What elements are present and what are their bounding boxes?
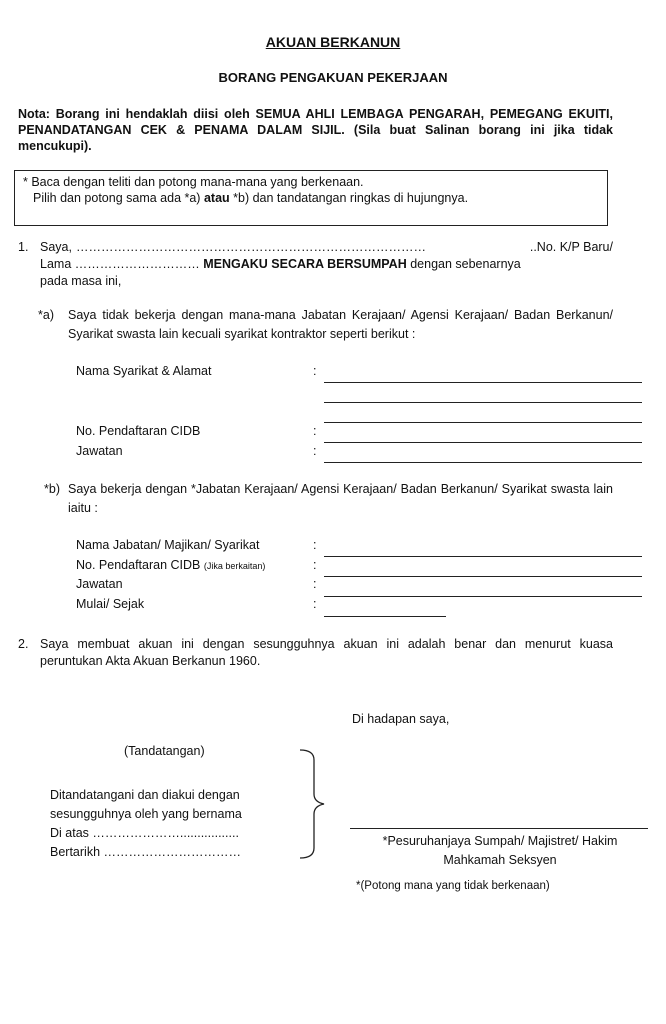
option-a-text: Saya tidak bekerja dengan mana-mana Jabatan Kerajaan/ Agensi Kerajaan/ Badan Berkanun/ Syarikat swasta lain kecuali syarikat kontraktor seperti berikut :	[68, 308, 613, 341]
section-1-line-3: pada masa ini,	[40, 274, 122, 288]
label-position-b: Jawatan	[76, 577, 123, 591]
label-cidb-b	[76, 558, 265, 572]
right-brace-icon	[294, 748, 334, 860]
section-1-line-2	[40, 256, 613, 273]
option-a-label: *a)	[38, 308, 54, 322]
label-position-a: Jawatan	[76, 444, 123, 458]
signature-label: (Tandatangan)	[124, 744, 205, 758]
commissioner-line-2: Mahkamah Seksyen	[443, 853, 557, 867]
option-b-label: *b)	[44, 482, 60, 496]
form-title: AKUAN BERKANUN	[265, 34, 401, 50]
kp-dots-field[interactable]: …………………………	[74, 257, 200, 271]
colon: :	[313, 577, 317, 591]
commissioner-title	[350, 832, 650, 870]
section-1	[18, 239, 613, 290]
section-1-number: 1.	[18, 240, 29, 254]
instruction-line-2b: *b) dan tandatangan ringkas di hujungnya.	[233, 191, 469, 205]
label-cidb-b-note: (Jika berkaitan)	[203, 561, 266, 571]
input-line-company-1[interactable]	[324, 382, 642, 383]
section-1-kp: ..No. K/P Baru/	[529, 240, 613, 254]
label-employer: Nama Jabatan/ Majikan/ Syarikat	[76, 538, 260, 552]
label-since: Mulai/ Sejak	[76, 597, 145, 611]
before-me-label: Di hadapan saya,	[352, 712, 450, 726]
option-b-text: Saya bekerja dengan *Jabatan Kerajaan/ Agensi Kerajaan/ Badan Berkanun/ Syarikat swasta lain iaitu :	[68, 482, 613, 515]
note-paragraph: Nota: Borang ini hendaklah diisi oleh SEMUA AHLI LEMBAGA PENGARAH, PEMEGANG EKUITI, PENANDATANGAN CEK & PENAMA DALAM SIJIL. (Sila buat Salinan borang ini jika tidak mencukupi).	[18, 107, 613, 153]
signed-line-2: sesungguhnya oleh yang bernama	[50, 807, 242, 821]
signed-dated[interactable]: Bertarikh ……………………………	[50, 845, 241, 859]
colon: :	[313, 364, 317, 378]
section-1-rest-a: dengan sebenarnya	[410, 257, 521, 271]
instruction-line-1: * Baca dengan teliti dan potong mana-mana yang berkenaan.	[23, 175, 364, 189]
input-line-company-2[interactable]	[324, 402, 642, 403]
signed-at[interactable]: Di atas ………………….................	[50, 826, 239, 840]
option-a	[38, 306, 613, 344]
section-1-bold: MENGAKU SECARA BERSUMPAH	[203, 257, 407, 271]
label-cidb-a: No. Pendaftaran CIDB	[76, 424, 201, 438]
label-company-address: Nama Syarikat & Alamat	[76, 364, 212, 378]
label-cidb-b-text: No. Pendaftaran CIDB	[76, 558, 201, 572]
instruction-line-2a: Pilih dan potong sama ada *a)	[33, 191, 201, 205]
input-line-position-a[interactable]	[324, 462, 642, 463]
input-line-cidb-a[interactable]	[324, 442, 642, 443]
section-1-text	[40, 239, 613, 290]
commissioner-signature-line[interactable]	[350, 828, 648, 829]
option-b	[38, 480, 613, 518]
commissioner-line-1: *Pesuruhanjaya Sumpah/ Majistret/ Hakim	[382, 834, 618, 848]
section-1-line-1	[40, 239, 613, 256]
section-1-lama: Lama	[40, 257, 72, 271]
colon: :	[313, 558, 317, 572]
footnote: *(Potong mana yang tidak berkenaan)	[356, 880, 550, 892]
input-line-cidb-b[interactable]	[324, 576, 642, 577]
form-subtitle: BORANG PENGAKUAN PEKERJAAN	[218, 70, 448, 85]
colon: :	[313, 538, 317, 552]
input-line-employer[interactable]	[324, 556, 642, 557]
section-2-text: Saya membuat akuan ini dengan sesungguhnya akuan ini adalah benar dan menurut kuasa peruntukan Akta Akuan Berkanun 1960.	[40, 637, 613, 668]
input-line-company-3[interactable]	[324, 422, 642, 423]
instruction-line-2	[23, 190, 599, 206]
name-dots-field[interactable]: …………………………………………………………………………	[75, 240, 426, 254]
signed-line-1: Ditandatangani dan diakui dengan	[50, 788, 240, 802]
colon: :	[313, 597, 317, 611]
colon: :	[313, 444, 317, 458]
instruction-line-2-bold: atau	[203, 191, 230, 205]
section-2-number: 2.	[18, 637, 29, 651]
section-1-saya: Saya,	[40, 240, 72, 254]
input-line-since[interactable]	[324, 616, 446, 617]
instruction-box	[14, 170, 608, 226]
signed-declaration	[50, 786, 242, 862]
colon: :	[313, 424, 317, 438]
section-2	[18, 636, 613, 670]
input-line-position-b[interactable]	[324, 596, 642, 597]
